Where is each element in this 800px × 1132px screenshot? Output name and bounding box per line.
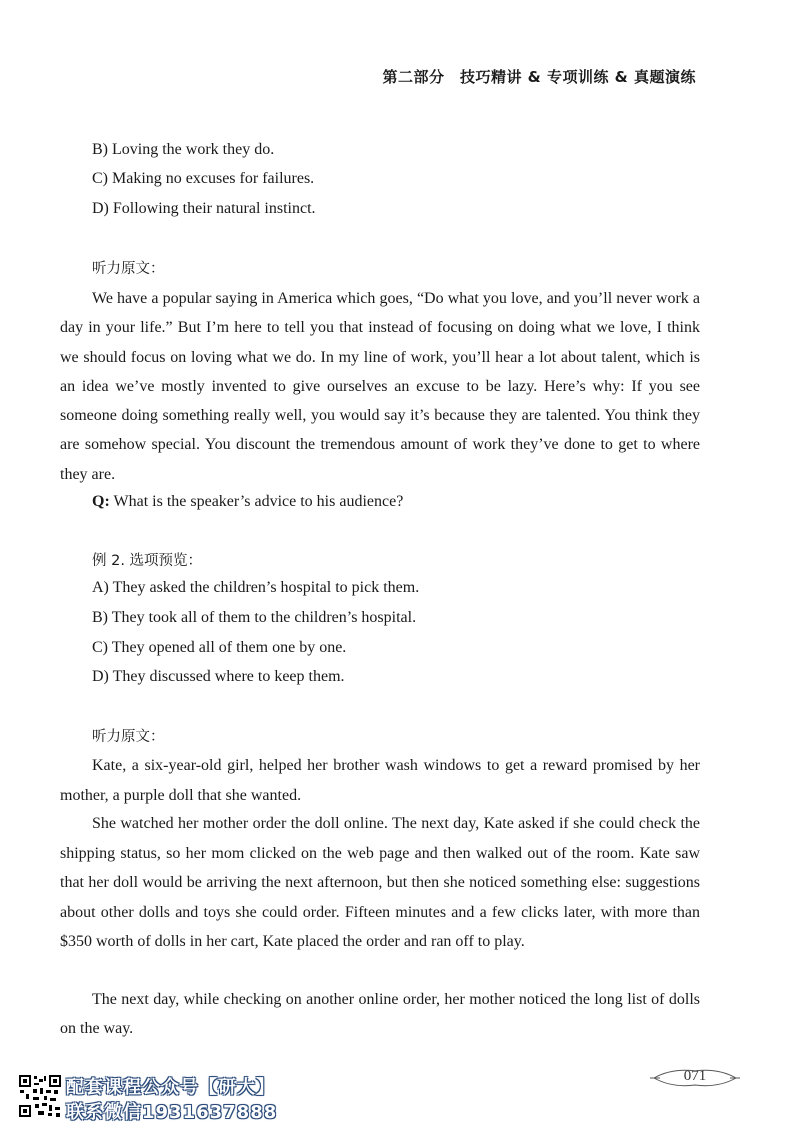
transcript-label-2: 听力原文： (92, 729, 165, 745)
option-c-ex2: C) They opened all of them one by one. (92, 639, 347, 656)
page-number (650, 1065, 740, 1091)
question (92, 492, 403, 512)
transcript-2-paragraph-2: She watched her mother order the doll online. The next day, Kate asked if she could check the shipping status, so her mom clicked on the web page and then walked out of the room. Kate saw that her doll would be arriving the next afternoon, but then she noticed something else: suggestions about other dolls and toys she could order. Fifteen minutes and a few clicks later, with more than $350 worth of dolls in her cart, Kate placed the order and ran off to play. (60, 815, 700, 950)
option-a-ex2: A) They asked the children’s hospital to pick them. (92, 579, 420, 596)
watermark-line-2: 联系微信1931637888 (66, 1102, 278, 1123)
option-c-ex1: C) Making no excuses for failures. (92, 170, 315, 187)
running-header: 第二部分 技巧精讲 & 专项训练 & 真题演练 (382, 68, 696, 86)
transcript-2-paragraph-1: Kate, a six-year-old girl, helped her brother wash windows to get a reward promised by her mother, a purple doll that she wanted. (60, 757, 700, 804)
option-d-ex1: D) Following their natural instinct. (92, 200, 316, 217)
transcript-paragraph-1: We have a popular saying in America which goes, “Do what you love, and you’ll never work a day in your life.” But I’m here to tell you that instead of focusing on doing what we love, I think we should focus on loving what we do. In my line of work, you’ll hear a lot about talent, which is an idea we’ve mostly invented to give ourselves an excuse to be lazy. Here’s why: If you see someone doing something really well, you would say it’s because they are talented. You think they are somehow special. You discount the tremendous amount of work they’ve done to get to where they are. (60, 290, 700, 483)
transcript-2-paragraph-3: The next day, while checking on another online order, her mother noticed the long list of dolls on the way. (60, 991, 700, 1037)
question-text: What is the speaker’s advice to his audience? (109, 493, 404, 510)
question-prefix: Q: (92, 493, 110, 510)
transcript-label-1: 听力原文： (92, 261, 165, 277)
qr-code-image (18, 1074, 62, 1118)
example-2-label: 例 2. 选项预览： (92, 553, 203, 569)
option-d-ex2: D) They discussed where to keep them. (92, 668, 345, 685)
option-b-ex2: B) They took all of them to the children’s hospital. (92, 609, 417, 626)
option-b-ex1: B) Loving the work they do. (92, 141, 275, 158)
watermark-line-1: 配套课程公众号【研大】 (66, 1077, 275, 1098)
page-number-text: 071 (683, 1068, 707, 1084)
